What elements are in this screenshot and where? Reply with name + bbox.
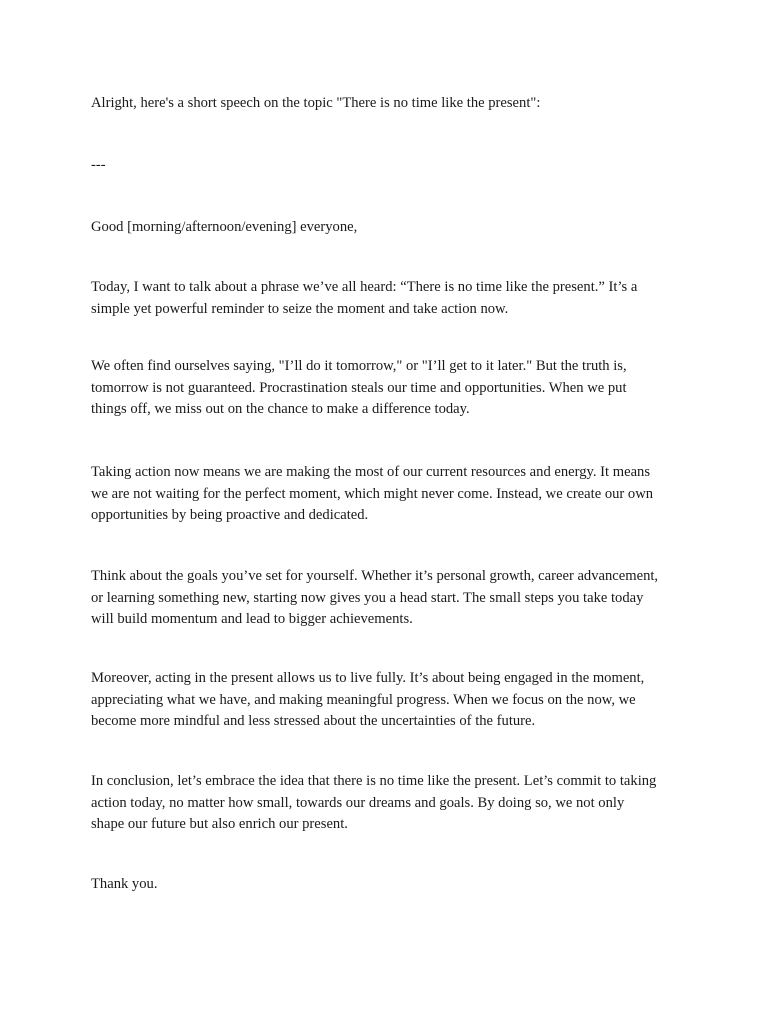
paragraph-line: Today, I want to talk about a phrase we’ve all heard: “There is no time like the present.” It’s a <box>91 279 638 295</box>
paragraph-1 <box>91 277 701 320</box>
closing-line: Thank you. <box>91 876 158 892</box>
paragraph-line: or learning something new, starting now gives you a head start. The small steps you take today <box>91 589 644 606</box>
paragraph-6 <box>91 771 701 836</box>
paragraph-line: tomorrow is not guaranteed. Procrastination steals our time and opportunities. When we put <box>91 379 627 396</box>
paragraph-line: things off, we miss out on the chance to make a difference today. <box>91 401 470 417</box>
paragraph-line: Moreover, acting in the present allows us to live fully. It’s about being engaged in the moment, <box>91 670 645 686</box>
separator-line: --- <box>91 157 106 173</box>
paragraph-3 <box>91 462 701 527</box>
paragraph-5 <box>91 668 701 733</box>
closing <box>91 874 701 896</box>
paragraph-line: Taking action now means we are making the most of our current resources and energy. It means <box>91 464 651 480</box>
paragraph-line: In conclusion, let’s embrace the idea that there is no time like the present. Let’s commit to taking <box>91 773 657 789</box>
paragraph-line: simple yet powerful reminder to seize the moment and take action now. <box>91 300 509 317</box>
intro-line: Alright, here's a short speech on the topic "There is no time like the present": <box>91 95 541 111</box>
paragraph-line: shape our future but also enrich our present. <box>91 816 348 832</box>
paragraph-line: appreciating what we have, and making meaningful progress. When we focus on the now, we <box>91 691 636 708</box>
paragraph-4 <box>91 566 701 631</box>
intro-text <box>91 93 701 115</box>
separator <box>91 155 701 177</box>
greeting-line: Good [morning/afternoon/evening] everyone, <box>91 219 358 235</box>
paragraph-2 <box>91 356 701 421</box>
paragraph-line: we are not waiting for the perfect moment, which might never come. Instead, we create our own <box>91 485 654 502</box>
paragraph-line: will build momentum and lead to bigger achievements. <box>91 611 413 627</box>
paragraph-line: Think about the goals you’ve set for yourself. Whether it’s personal growth, career advancement, <box>91 568 659 584</box>
paragraph-line: action today, no matter how small, towards our dreams and goals. By doing so, we not only <box>91 794 625 811</box>
paragraph-line: opportunities by being proactive and dedicated. <box>91 507 369 523</box>
greeting <box>91 217 701 239</box>
paragraph-line: We often find ourselves saying, "I’ll do it tomorrow," or "I’ll get to it later." But the truth is, <box>91 358 627 374</box>
paragraph-line: become more mindful and less stressed about the uncertainties of the future. <box>91 713 536 729</box>
